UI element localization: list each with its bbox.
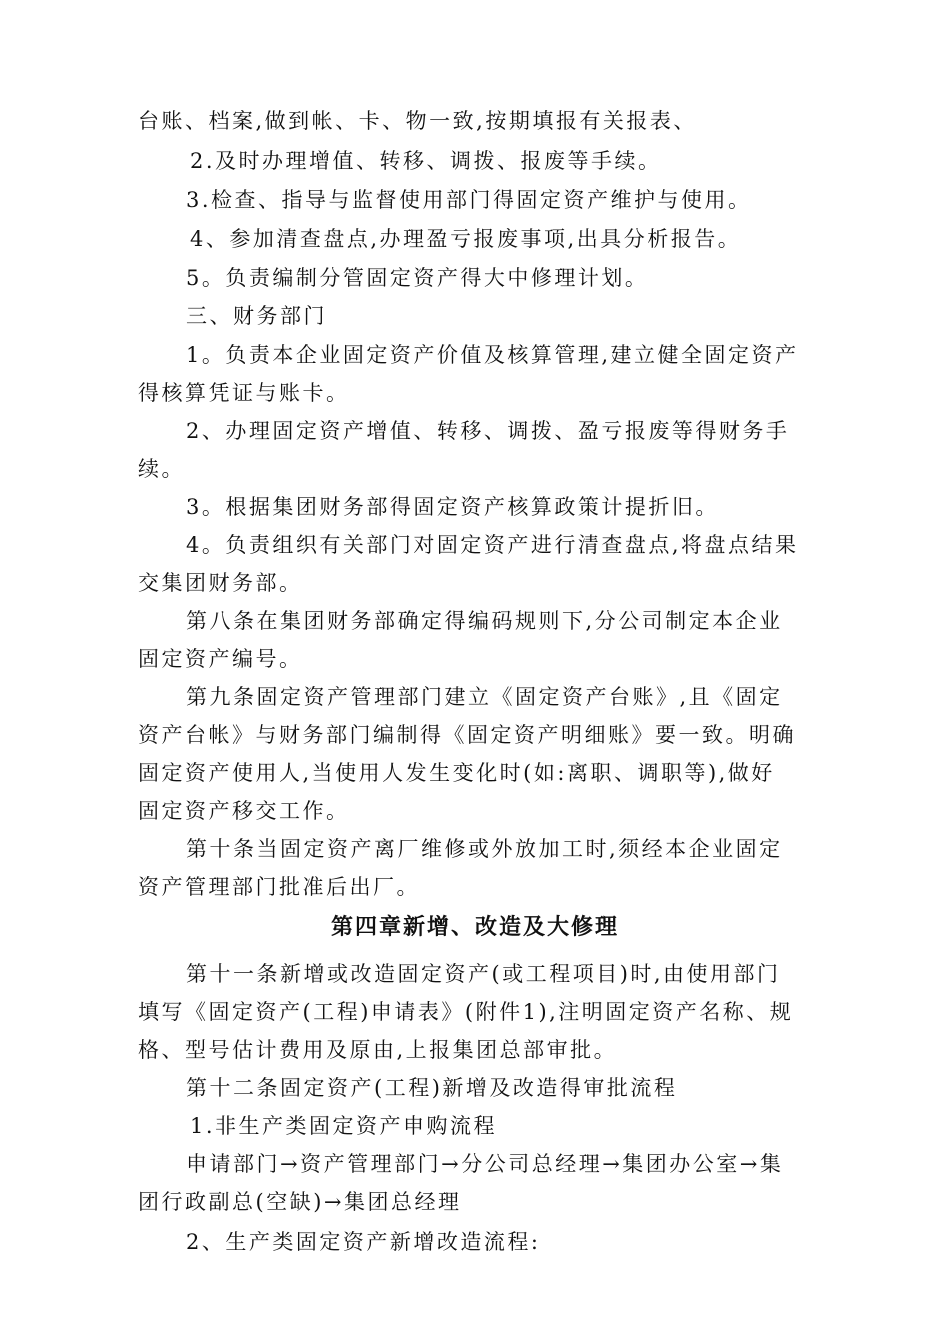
text-line: 格、型号估计费用及原由,上报集团总部审批。 bbox=[138, 1038, 618, 1062]
text-line: 固定资产移交工作。 bbox=[138, 799, 350, 823]
text-line: 交集团财务部。 bbox=[138, 571, 303, 595]
text-line: 3.检查、指导与监督使用部门得固定资产维护与使用。 bbox=[186, 188, 752, 212]
text-line: 填写《固定资产(工程)申请表》(附件1),注明固定资产名称、规 bbox=[138, 1000, 794, 1024]
text-line: 第八条在集团财务部确定得编码规则下,分公司制定本企业 bbox=[186, 609, 783, 633]
text-line: 得核算凭证与账卡。 bbox=[138, 381, 350, 405]
text-line: 3。根据集团财务部得固定资产核算政策计提折旧。 bbox=[186, 495, 719, 519]
text-line: 团行政副总(空缺)→集团总经理 bbox=[138, 1190, 462, 1214]
text-line: 第十条当固定资产离厂维修或外放加工时,须经本企业固定 bbox=[186, 837, 783, 861]
text-line: 5。负责编制分管固定资产得大中修理计划。 bbox=[186, 266, 649, 290]
text-line: 第十一条新增或改造固定资产(或工程项目)时,由使用部门 bbox=[186, 962, 781, 986]
text-line: 4。负责组织有关部门对固定资产进行清查盘点,将盘点结果 bbox=[186, 533, 799, 557]
text-line: 2、生产类固定资产新增改造流程: bbox=[186, 1230, 541, 1254]
text-line: 第九条固定资产管理部门建立《固定资产台账》,且《固定 bbox=[186, 685, 783, 709]
text-line: 固定资产使用人,当使用人发生变化时(如:离职、调职等),做好 bbox=[138, 761, 775, 785]
text-line: 台账、档案,做到帐、卡、物一致,按期填报有关报表、 bbox=[138, 109, 697, 133]
text-line: 续。 bbox=[138, 457, 185, 481]
text-line: 资产管理部门批准后出厂。 bbox=[138, 875, 420, 899]
text-line: 第十二条固定资产(工程)新增及改造得审批流程 bbox=[186, 1076, 678, 1100]
section-title: 三、财务部门 bbox=[186, 304, 327, 328]
chapter-heading: 第四章新增、改造及大修理 bbox=[330, 915, 619, 940]
text-line: 固定资产编号。 bbox=[138, 647, 303, 671]
text-line: 1.非生产类固定资产申购流程 bbox=[190, 1114, 498, 1138]
text-line: 1。负责本企业固定资产价值及核算管理,建立健全固定资产 bbox=[186, 343, 799, 367]
text-line: 资产台帐》与财务部门编制得《固定资产明细账》要一致。明确 bbox=[138, 723, 796, 747]
text-line: 4、参加清查盘点,办理盈亏报废事项,出具分析报告。 bbox=[190, 227, 742, 251]
text-line: 申请部门→资产管理部门→分公司总经理→集团办公室→集 bbox=[186, 1152, 784, 1176]
text-line: 2.及时办理增值、转移、调拨、报废等手续。 bbox=[190, 149, 662, 173]
text-line: 2、办理固定资产增值、转移、调拨、盈亏报废等得财务手 bbox=[186, 419, 790, 443]
